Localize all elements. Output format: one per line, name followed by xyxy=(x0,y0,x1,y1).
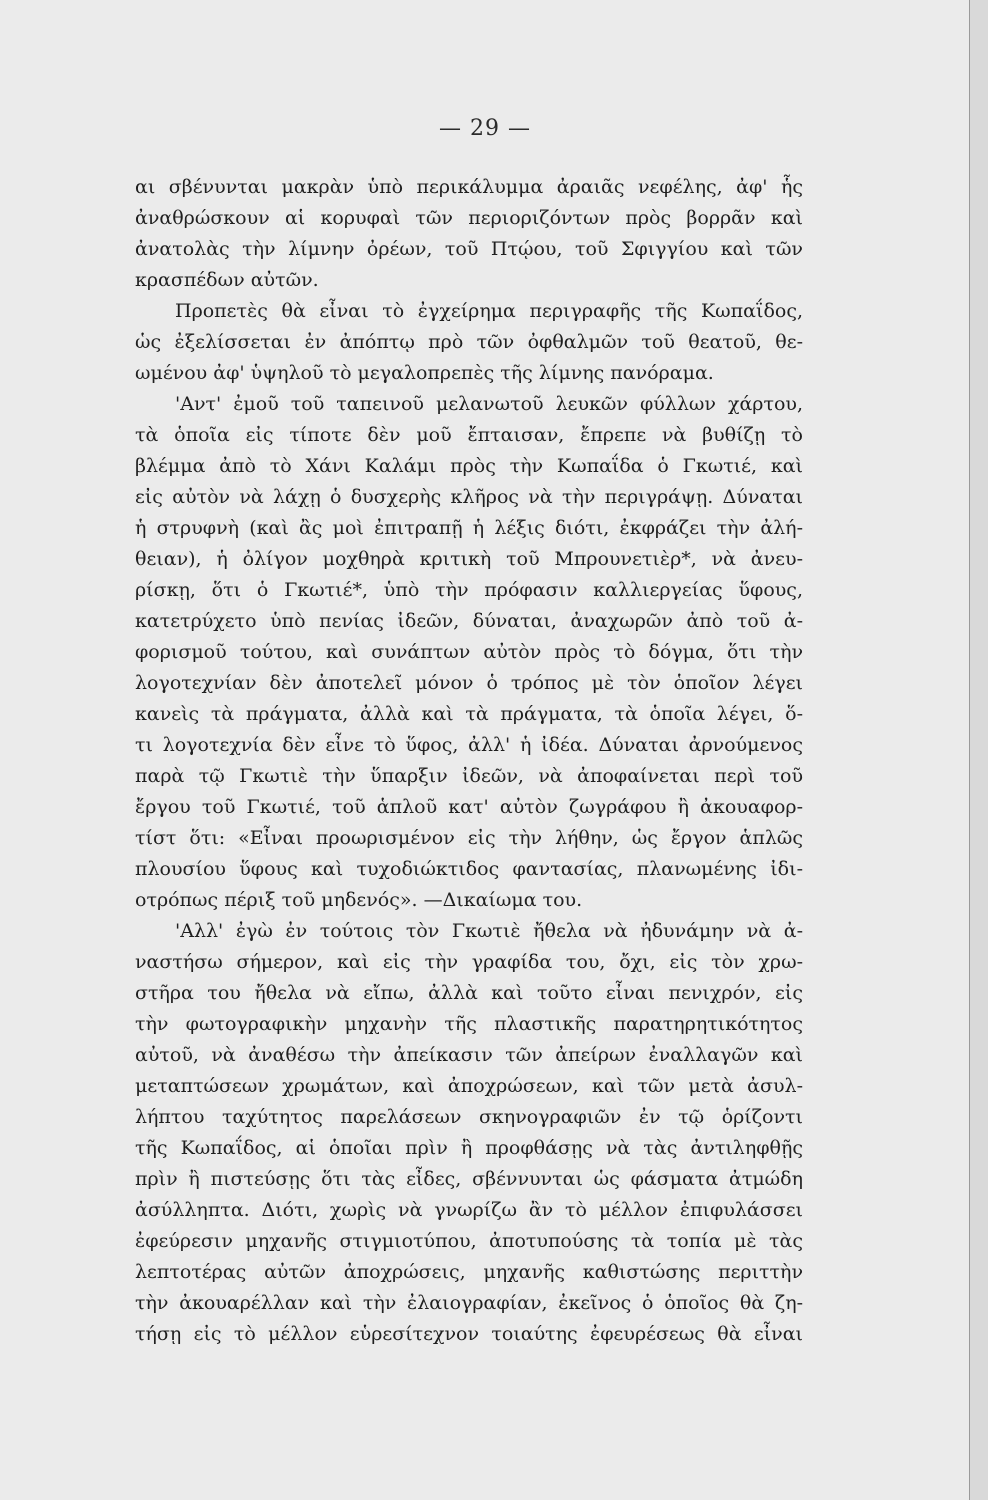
text-line: τὴν φωτογραφικὴν μηχανὴν τῆς πλαστικῆς παρατηρητικότητος xyxy=(135,1013,803,1035)
text-line: 'Αντ' ἐμοῦ τοῦ ταπεινοῦ μελανωτοῦ λευκῶν φύλλων χάρτου, xyxy=(175,393,803,415)
text-line: τὰ ὁποῖα εἰς τίποτε δὲν μοῦ ἔπταισαν, ἔπρεπε νὰ βυθίζῃ τὸ xyxy=(135,424,803,446)
text-line: ἀναθρώσκουν αἱ κορυφαὶ τῶν περιοριζόντων πρὸς βορρᾶν καὶ xyxy=(135,207,803,229)
text-line: τι λογοτεχνία δὲν εἶνε τὸ ὕφος, ἀλλ' ἡ ἰδέα. Δύναται ἀρνούμενος xyxy=(135,734,803,756)
text-line: βλέμμα ἀπὸ τὸ Χάνι Καλάμι πρὸς τὴν Κωπαΐδα ὁ Γκωτιέ, καὶ xyxy=(135,455,803,477)
text-line: ὡς ἐξελίσσεται ἐν ἀπόπτῳ πρὸ τῶν ὀφθαλμῶν τοῦ θεατοῦ, θε- xyxy=(135,331,803,353)
text-line: τήσῃ εἰς τὸ μέλλον εὑρεσίτεχνον τοιαύτης ἐφευρέσεως θὰ εἶναι xyxy=(135,1323,803,1345)
text-line: ἀσύλληπτα. Διότι, χωρὶς νὰ γνωρίζω ἂν τὸ μέλλον ἐπιφυλάσσει xyxy=(135,1199,803,1221)
page-number: — 29 — xyxy=(439,116,531,141)
text-line: οτρόπως πέριξ τοῦ μηδενός». —Δικαίωμα του. xyxy=(135,889,583,911)
text-line: ἔργου τοῦ Γκωτιέ, τοῦ ἁπλοῦ κατ' αὐτὸν ζωγράφου ἢ ἀκουαφορ- xyxy=(135,796,803,818)
text-line: λογοτεχνίαν δὲν ἀποτελεῖ μόνον ὁ τρόπος μὲ τὸν ὁποῖον λέγει xyxy=(135,672,803,694)
text-line: θειαν), ἡ ὀλίγον μοχθηρὰ κριτικὴ τοῦ Μπρουνετιὲρ*, νὰ ἀνευ- xyxy=(135,548,803,570)
text-line: κανεὶς τὰ πράγματα, ἀλλὰ καὶ τὰ πράγματα, τὰ ὁποῖα λέγει, ὅ- xyxy=(135,703,803,725)
text-line: κατετρύχετο ὑπὸ πενίας ἰδεῶν, δύναται, ἀναχωρῶν ἀπὸ τοῦ ἀ- xyxy=(135,610,803,632)
text-line: ρίσκῃ, ὅτι ὁ Γκωτιέ*, ὑπὸ τὴν πρόφασιν καλλιεργείας ὕφους, xyxy=(135,579,803,601)
text-line: μεταπτώσεων χρωμάτων, καὶ ἀποχρώσεων, καὶ τῶν μετὰ ἀσυλ- xyxy=(135,1075,803,1097)
text-line: ἀνατολὰς τὴν λίμνην ὀρέων, τοῦ Πτῴου, τοῦ Σφιγγίου καὶ τῶν xyxy=(135,238,803,260)
text-line: τὴν ἀκουαρέλλαν καὶ τὴν ἐλαιογραφίαν, ἐκεῖνος ὁ ὁποῖος θὰ ζη- xyxy=(135,1292,803,1314)
text-line: τῆς Κωπαΐδος, αἱ ὁποῖαι πρὶν ἢ προφθάσῃς νὰ τὰς ἀντιληφθῇς xyxy=(135,1137,803,1159)
text-line: πλουσίου ὕφους καὶ τυχοδιώκτιδος φαντασίας, πλανωμένης ἰδι- xyxy=(135,858,803,880)
text-line: στῆρα του ἤθελα νὰ εἴπω, ἀλλὰ καὶ τοῦτο εἶναι πενιχρόν, εἰς xyxy=(135,982,803,1004)
text-line: πρὶν ἢ πιστεύσῃς ὅτι τὰς εἶδες, σβέννυνται ὡς φάσματα ἀτμώδη xyxy=(135,1168,803,1190)
text-line: αι σβένυνται μακρὰν ὑπὸ περικάλυμμα ἀραιᾶς νεφέλης, ἀφ' ἧς xyxy=(135,176,803,198)
text-line: Προπετὲς θὰ εἶναι τὸ ἐγχείρημα περιγραφῆς τῆς Κωπαΐδος, xyxy=(175,300,803,322)
text-line: ἐφεύρεσιν μηχανῆς στιγμιοτύπου, ἀποτυπούσης τὰ τοπία μὲ τὰς xyxy=(135,1230,803,1252)
text-line: παρὰ τῷ Γκωτιὲ τὴν ὕπαρξιν ἰδεῶν, νὰ ἀποφαίνεται περὶ τοῦ xyxy=(135,765,803,787)
body-text xyxy=(135,172,803,1350)
text-line: φορισμοῦ τούτου, καὶ συνάπτων αὐτὸν πρὸς τὸ δόγμα, ὅτι τὴν xyxy=(135,641,803,663)
text-line: λεπτοτέρας αὐτῶν ἀποχρώσεις, μηχανῆς καθιστώσης περιττὴν xyxy=(135,1261,803,1283)
text-line: αὐτοῦ, νὰ ἀναθέσω τὴν ἀπείκασιν τῶν ἀπείρων ἐναλλαγῶν καὶ xyxy=(135,1044,803,1066)
scan-border xyxy=(969,0,988,1500)
text-line: ἡ στρυφνὴ (καὶ ἂς μοὶ ἐπιτραπῇ ἡ λέξις διότι, ἐκφράζει τὴν ἀλή- xyxy=(135,517,803,539)
text-line: ναστήσω σήμερον, καὶ εἰς τὴν γραφίδα του, ὄχι, εἰς τὸν χρω- xyxy=(135,951,803,973)
text-line: ωμένου ἀφ' ὑψηλοῦ τὸ μεγαλοπρεπὲς τῆς λίμνης πανόραμα. xyxy=(135,362,714,384)
text-line: 'Αλλ' ἐγὼ ἐν τούτοις τὸν Γκωτιὲ ἤθελα νὰ ἠδυνάμην νὰ ἀ- xyxy=(175,920,803,942)
text-line: λήπτου ταχύτητος παρελάσεων σκηνογραφιῶν ἐν τῷ ὁρίζοντι xyxy=(135,1106,803,1128)
text-line: τίστ ὅτι: «Εἶναι προωρισμένον εἰς τὴν λήθην, ὡς ἔργον ἁπλῶς xyxy=(135,827,803,849)
text-line: εἰς αὐτὸν νὰ λάχῃ ὁ δυσχερὴς κλῆρος νὰ τὴν περιγράψῃ. Δύναται xyxy=(135,486,803,508)
text-line: κρασπέδων αὐτῶν. xyxy=(135,269,319,291)
